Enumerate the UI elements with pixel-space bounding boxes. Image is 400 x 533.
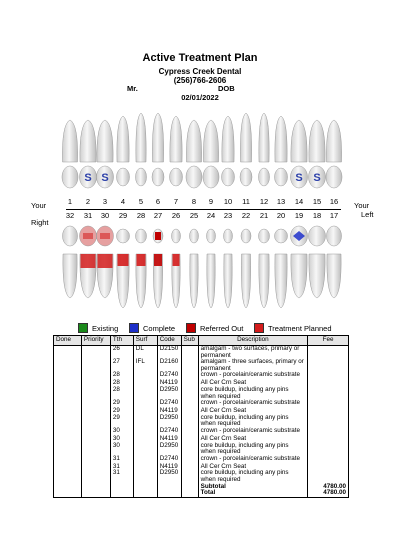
- priority-cell: [81, 380, 110, 387]
- tooth-number-20[interactable]: 20: [276, 211, 286, 220]
- total-row: [54, 490, 349, 497]
- sub-cell: [181, 470, 198, 483]
- tooth-16[interactable]: [326, 120, 342, 188]
- tooth-number-10[interactable]: 10: [223, 197, 233, 206]
- tooth-21[interactable]: [259, 229, 270, 308]
- col-surface[interactable]: Surf: [133, 336, 157, 346]
- priority-cell: [81, 464, 110, 471]
- your-left-label-top: Your: [354, 201, 370, 210]
- tooth-10[interactable]: [222, 116, 235, 186]
- priority-cell: [81, 372, 110, 380]
- tooth-number-7[interactable]: 7: [173, 197, 179, 206]
- surface-cell: [133, 470, 157, 483]
- your-right-label-top: Your: [31, 201, 47, 210]
- tooth-8[interactable]: [186, 120, 202, 188]
- tooth-7[interactable]: [170, 116, 183, 186]
- sub-cell: [181, 372, 198, 380]
- tooth-chart[interactable]: [55, 102, 345, 314]
- surface-cell: [133, 464, 157, 471]
- tooth-9[interactable]: [203, 120, 219, 188]
- done-cell: [54, 428, 82, 436]
- col-code[interactable]: Code: [157, 336, 181, 346]
- tooth-number-24[interactable]: 24: [206, 211, 216, 220]
- tooth-cell: 30: [110, 436, 133, 443]
- fee-cell: [308, 372, 349, 380]
- done-cell: [54, 415, 82, 428]
- code-cell: D2950: [157, 470, 181, 483]
- empty-cell: [157, 490, 181, 497]
- code-cell: D2950: [157, 415, 181, 428]
- table-header: [54, 336, 349, 346]
- col-description[interactable]: Description: [198, 336, 307, 346]
- tooth-number-17[interactable]: 17: [329, 211, 339, 220]
- description-cell: core buildup, including any pins when required: [198, 470, 307, 483]
- your-right-label-bottom: Right: [31, 218, 49, 227]
- description-cell: All Cer Crn Seat: [198, 436, 307, 443]
- sealant-mark-2: S: [84, 172, 92, 184]
- surface-cell: IFL: [133, 359, 157, 372]
- tooth-number-22[interactable]: 22: [241, 211, 251, 220]
- tooth-27[interactable]: [153, 229, 163, 308]
- description-cell: amalgam - two surfaces, primary or permanent: [198, 346, 307, 360]
- lower-arch: [63, 226, 342, 308]
- table-row[interactable]: [54, 346, 349, 360]
- practice-info: [0, 67, 400, 85]
- surface-cell: [133, 380, 157, 387]
- tooth-13[interactable]: [275, 116, 288, 186]
- description-cell: core buildup, including any pins when required: [198, 443, 307, 456]
- tooth-cell: 27: [110, 359, 133, 372]
- empty-cell: [54, 484, 82, 491]
- sub-cell: [181, 380, 198, 387]
- tooth-number-26[interactable]: 26: [171, 211, 181, 220]
- patient-name-label: Mr.: [127, 84, 138, 93]
- tooth-22[interactable]: [241, 229, 251, 308]
- empty-cell: [181, 490, 198, 497]
- description-cell: crown - porcelain/ceramic substrate: [198, 372, 307, 380]
- description-cell: core buildup, including any pins when required: [198, 415, 307, 428]
- empty-cell: [110, 490, 133, 497]
- table-row[interactable]: [54, 470, 349, 483]
- tooth-number-6[interactable]: 6: [155, 197, 161, 206]
- tooth-17[interactable]: [327, 226, 342, 298]
- legend-label: Existing: [92, 323, 119, 333]
- col-priority[interactable]: Priority: [81, 336, 110, 346]
- priority-cell: [81, 346, 110, 360]
- tooth-25[interactable]: [190, 229, 199, 308]
- total-value: 4780.00: [308, 490, 349, 497]
- priority-cell: [81, 443, 110, 456]
- tooth-number-28[interactable]: 28: [136, 211, 146, 220]
- tooth-4[interactable]: [117, 116, 130, 186]
- empty-cell: [81, 490, 110, 497]
- tooth-23[interactable]: [224, 229, 233, 308]
- legend-label: Referred Out: [200, 323, 244, 333]
- treatment-planned-swatch: [254, 323, 264, 333]
- table-row[interactable]: [54, 443, 349, 456]
- empty-cell: [133, 484, 157, 491]
- tooth-5[interactable]: [136, 113, 147, 186]
- sub-cell: [181, 346, 198, 360]
- code-cell: N4119: [157, 436, 181, 443]
- tooth-31[interactable]: [80, 226, 97, 298]
- treatment-table: [53, 335, 349, 498]
- tooth-number-23[interactable]: 23: [223, 211, 233, 220]
- tooth-number-13[interactable]: 13: [276, 197, 286, 206]
- tooth-cell: 31: [110, 456, 133, 464]
- done-cell: [54, 372, 82, 380]
- description-cell: crown - porcelain/ceramic substrate: [198, 428, 307, 436]
- code-cell: D2160: [157, 359, 181, 372]
- surface-cell: [133, 415, 157, 428]
- done-cell: [54, 387, 82, 400]
- tooth-6[interactable]: [152, 113, 164, 186]
- fee-cell: [308, 443, 349, 456]
- plan-date: 02/01/2022: [181, 93, 219, 102]
- surface-cell: [133, 400, 157, 408]
- tooth-20[interactable]: [275, 229, 288, 308]
- sub-cell: [181, 359, 198, 372]
- surface-cell: [133, 372, 157, 380]
- sub-cell: [181, 428, 198, 436]
- description-cell: All Cer Crn Seat: [198, 408, 307, 415]
- code-cell: D2950: [157, 443, 181, 456]
- tooth-24[interactable]: [207, 229, 216, 308]
- done-cell: [54, 408, 82, 415]
- sealant-mark-15: S: [313, 172, 321, 184]
- code-cell: N4119: [157, 408, 181, 415]
- priority-cell: [81, 359, 110, 372]
- done-cell: [54, 436, 82, 443]
- code-cell: D2740: [157, 456, 181, 464]
- tooth-cell: 26: [110, 346, 133, 360]
- fee-cell: [308, 346, 349, 360]
- tooth-29[interactable]: [117, 229, 130, 308]
- empty-cell: [54, 490, 82, 497]
- done-cell: [54, 400, 82, 408]
- surface-cell: DL: [133, 346, 157, 360]
- tooth-number-2[interactable]: 2: [85, 197, 91, 206]
- priority-cell: [81, 456, 110, 464]
- fee-cell: [308, 415, 349, 428]
- code-cell: N4119: [157, 464, 181, 471]
- sub-cell: [181, 408, 198, 415]
- sub-cell: [181, 387, 198, 400]
- sub-cell: [181, 400, 198, 408]
- description-cell: core buildup, including any pins when required: [198, 387, 307, 400]
- code-cell: D2740: [157, 428, 181, 436]
- table-row[interactable]: [54, 415, 349, 428]
- col-fee[interactable]: Fee: [308, 336, 349, 346]
- arch-divider: [66, 209, 341, 210]
- priority-cell: [81, 400, 110, 408]
- tooth-number-15[interactable]: 15: [312, 197, 322, 206]
- tooth-number-21[interactable]: 21: [259, 211, 269, 220]
- priority-cell: [81, 436, 110, 443]
- description-cell: All Cer Crn Seat: [198, 464, 307, 471]
- tooth-number-14[interactable]: 14: [294, 197, 304, 206]
- tooth-number-32[interactable]: 32: [65, 211, 75, 220]
- total-label: Total: [198, 490, 307, 497]
- sub-cell: [181, 443, 198, 456]
- tooth-number-8[interactable]: 8: [191, 197, 197, 206]
- tooth-number-18[interactable]: 18: [312, 211, 322, 220]
- description-cell: All Cer Crn Seat: [198, 380, 307, 387]
- done-cell: [54, 346, 82, 360]
- col-done[interactable]: Done: [54, 336, 82, 346]
- tooth-number-11[interactable]: 11: [242, 197, 250, 206]
- tooth-number-1[interactable]: 1: [67, 197, 73, 206]
- tooth-number-9[interactable]: 9: [208, 197, 214, 206]
- code-cell: D2150: [157, 346, 181, 360]
- tooth-cell: 28: [110, 372, 133, 380]
- sub-cell: [181, 456, 198, 464]
- tooth-26[interactable]: [172, 229, 181, 308]
- tooth-number-29[interactable]: 29: [118, 211, 128, 220]
- complete-swatch: [129, 323, 139, 333]
- surface-cell: [133, 428, 157, 436]
- empty-cell: [133, 490, 157, 497]
- col-sub[interactable]: Sub: [181, 336, 198, 346]
- legend-referred-out: [186, 323, 243, 333]
- subtotal-label: Subtotal: [198, 484, 307, 491]
- priority-cell: [81, 415, 110, 428]
- priority-cell: [81, 470, 110, 483]
- practice-phone: (256)766-2606: [173, 76, 227, 85]
- referred-out-swatch: [186, 323, 196, 333]
- surface-cell: [133, 387, 157, 400]
- dob-label: DOB: [218, 84, 235, 93]
- done-cell: [54, 359, 82, 372]
- your-left-label-bottom: Left: [361, 210, 374, 219]
- tooth-cell: 29: [110, 408, 133, 415]
- tooth-11[interactable]: [240, 113, 252, 186]
- fee-cell: [308, 464, 349, 471]
- tooth-18[interactable]: [309, 226, 326, 298]
- tooth-cell: 29: [110, 400, 133, 408]
- existing-swatch: [78, 323, 88, 333]
- empty-cell: [81, 484, 110, 491]
- fee-cell: [308, 387, 349, 400]
- tooth-number-27[interactable]: 27: [153, 211, 163, 220]
- fee-cell: [308, 359, 349, 372]
- code-cell: D2950: [157, 387, 181, 400]
- tooth-cell: 30: [110, 443, 133, 456]
- tooth-cell: 31: [110, 470, 133, 483]
- table-body: [54, 346, 349, 498]
- legend-existing: [78, 323, 118, 333]
- page-title: Active Treatment Plan: [142, 52, 258, 64]
- tooth-cell: 28: [110, 380, 133, 387]
- surface-cell: [133, 408, 157, 415]
- tooth-12[interactable]: [259, 113, 270, 186]
- tooth-cell: 30: [110, 428, 133, 436]
- empty-cell: [110, 484, 133, 491]
- subtotal-value: 4780.00: [308, 484, 349, 491]
- surface-cell: [133, 443, 157, 456]
- description-cell: crown - porcelain/ceramic substrate: [198, 400, 307, 408]
- fee-cell: [308, 400, 349, 408]
- done-cell: [54, 470, 82, 483]
- priority-cell: [81, 387, 110, 400]
- priority-cell: [81, 408, 110, 415]
- code-cell: D2740: [157, 400, 181, 408]
- tooth-number-12[interactable]: 12: [259, 197, 269, 206]
- col-tooth[interactable]: Tth: [110, 336, 133, 346]
- legend-complete: [129, 323, 175, 333]
- tooth-cell: 31: [110, 464, 133, 471]
- surface-cell: [133, 456, 157, 464]
- fee-cell: [308, 380, 349, 387]
- tooth-number-30[interactable]: 30: [100, 211, 110, 220]
- tooth-number-19[interactable]: 19: [294, 211, 304, 220]
- fee-cell: [308, 436, 349, 443]
- tooth-cell: 28: [110, 387, 133, 400]
- tooth-number-16[interactable]: 16: [329, 197, 339, 206]
- tooth-1[interactable]: [62, 120, 78, 188]
- sub-cell: [181, 415, 198, 428]
- priority-cell: [81, 428, 110, 436]
- sub-cell: [181, 464, 198, 471]
- sub-cell: [181, 436, 198, 443]
- fee-cell: [308, 428, 349, 436]
- surface-cell: [133, 436, 157, 443]
- done-cell: [54, 456, 82, 464]
- practice-name: Cypress Creek Dental: [158, 67, 242, 76]
- fee-cell: [308, 408, 349, 415]
- description-cell: amalgam - three surfaces, primary or permanent: [198, 359, 307, 372]
- tooth-19[interactable]: [291, 226, 308, 298]
- legend-label: Complete: [143, 323, 176, 333]
- tooth-number-25[interactable]: 25: [189, 211, 199, 220]
- tooth-cell: 29: [110, 415, 133, 428]
- fee-cell: [308, 456, 349, 464]
- tooth-32[interactable]: [63, 226, 78, 298]
- done-cell: [54, 380, 82, 387]
- code-cell: N4119: [157, 380, 181, 387]
- legend-label: Treatment Planned: [268, 323, 332, 333]
- description-cell: crown - porcelain/ceramic substrate: [198, 456, 307, 464]
- done-cell: [54, 443, 82, 456]
- tooth-28[interactable]: [136, 229, 147, 308]
- code-cell: D2740: [157, 372, 181, 380]
- sealant-mark-14: S: [295, 172, 303, 184]
- fee-cell: [308, 470, 349, 483]
- legend-treatment-planned: [254, 323, 332, 333]
- tooth-number-5[interactable]: 5: [138, 197, 144, 206]
- tooth-number-3[interactable]: 3: [102, 197, 108, 206]
- tooth-number-31[interactable]: 31: [83, 211, 93, 220]
- tooth-number-4[interactable]: 4: [120, 197, 126, 206]
- sealant-mark-3: S: [101, 172, 109, 184]
- empty-cell: [157, 484, 181, 491]
- done-cell: [54, 464, 82, 471]
- empty-cell: [181, 484, 198, 491]
- tooth-30[interactable]: [97, 226, 114, 298]
